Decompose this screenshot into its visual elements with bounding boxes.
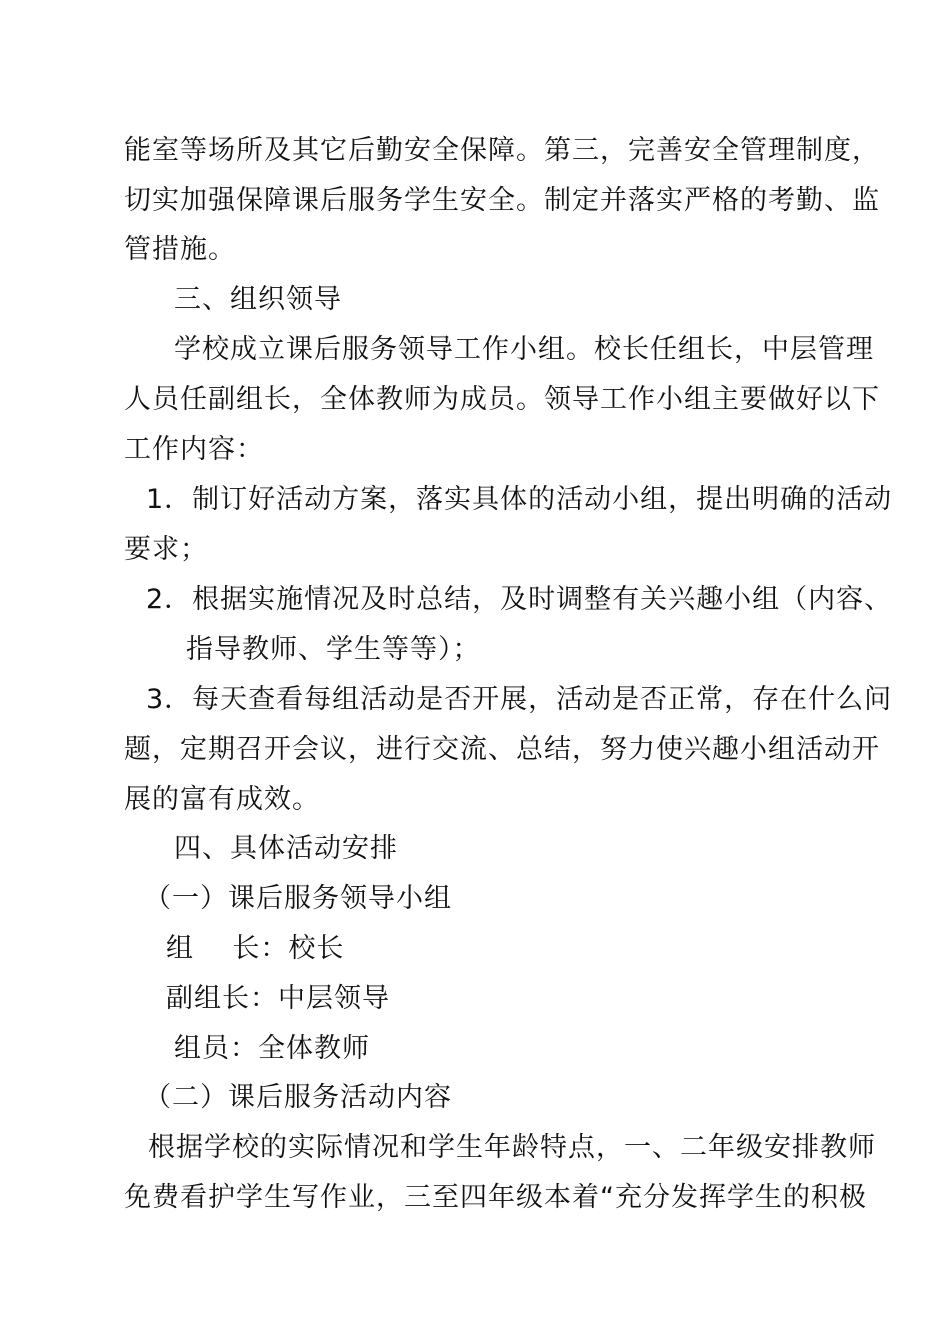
list-item-3: 3．每天查看每组活动是否开展，活动是否正常，存在什么问 xyxy=(146,684,893,715)
list-item-2: 2．根据实施情况及时总结，及时调整有关兴趣小组（内容、 xyxy=(146,584,893,615)
subsection-heading-1: （一）课后服务领导小组 xyxy=(144,883,452,914)
list-item-2-cont: 指导教师、学生等等）； xyxy=(186,634,481,665)
section-heading-3: 三、组织领导 xyxy=(174,284,342,315)
subsection-heading-2: （二）课后服务活动内容 xyxy=(144,1082,452,1113)
list-item-1: 1．制订好活动方案，落实具体的活动小组，提出明确的活动 xyxy=(146,484,893,515)
section-heading-4: 四、具体活动安排 xyxy=(174,833,398,864)
paragraph-line: 工作内容： xyxy=(124,434,264,465)
list-item-3-cont: 展的富有成效。 xyxy=(124,784,320,815)
paragraph-line: 人员任副组长，全体教师为成员。领导工作小组主要做好以下 xyxy=(124,384,880,415)
paragraph-line: 管措施。 xyxy=(124,234,236,265)
paragraph-line: 切实加强保障课后服务学生安全。制定并落实严格的考勤、监 xyxy=(124,185,880,216)
paragraph-line: 免费看护学生写作业，三至四年级本着“充分发挥学生的积极 xyxy=(124,1182,867,1213)
group-leader-line: 组 长：校长 xyxy=(166,933,345,964)
list-item-1-cont: 要求； xyxy=(124,534,208,565)
members-line: 组员：全体教师 xyxy=(174,1033,370,1064)
vice-leader-line: 副组长：中层领导 xyxy=(166,983,390,1014)
list-item-3-cont: 题，定期召开会议，进行交流、总结，努力使兴趣小组活动开 xyxy=(124,734,880,765)
paragraph-line: 学校成立课后服务领导工作小组。校长任组长，中层管理 xyxy=(174,334,874,365)
paragraph-line: 能室等场所及其它后勤安全保障。第三，完善安全管理制度， xyxy=(124,135,880,166)
paragraph-line: 根据学校的实际情况和学生年龄特点，一、二年级安排教师 xyxy=(148,1132,876,1163)
